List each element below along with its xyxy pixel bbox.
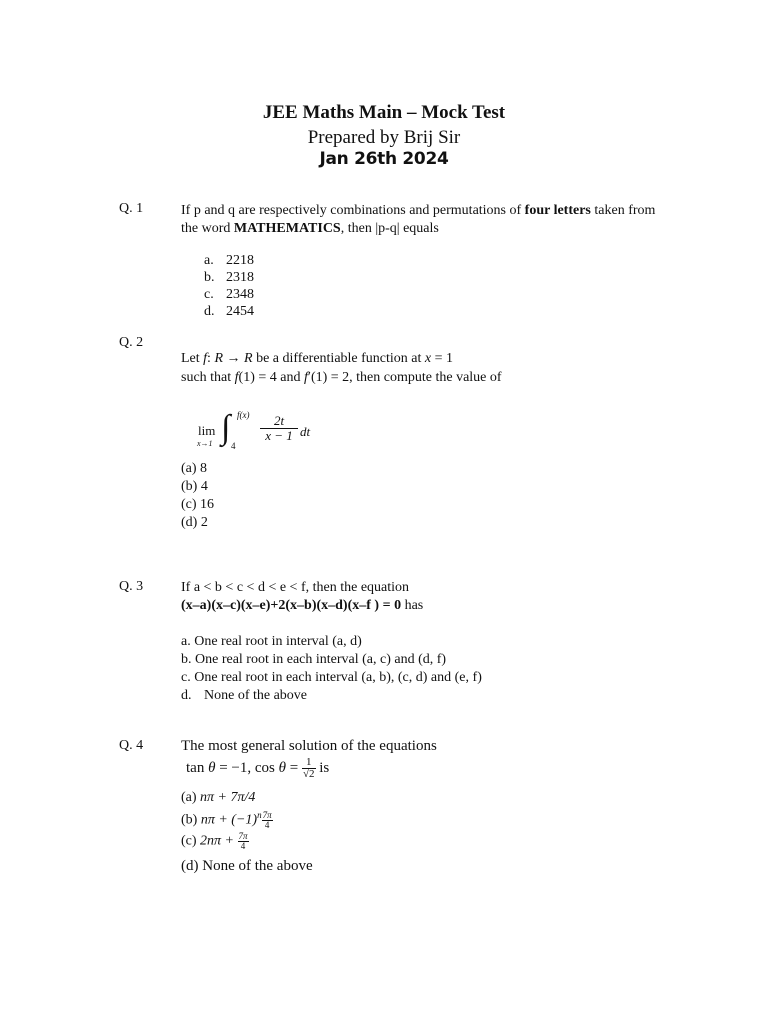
question-3-number: Q. 3: [119, 579, 144, 594]
question-4-option-d: (d) None of the above: [181, 858, 313, 874]
question-1-emphasis: four letters: [524, 203, 591, 218]
question-3-options: [181, 633, 482, 705]
integral-upper-limit: f(x): [237, 410, 250, 420]
document-author: Prepared by Brij Sir: [307, 127, 461, 148]
integrand-fraction: [260, 414, 298, 443]
question-3-option-d: d. None of the above: [181, 688, 308, 703]
question-1-options: [204, 252, 254, 320]
question-2-option-a: (a) 8: [181, 461, 208, 476]
question-3-option-a: a. One real root in interval (a, d): [181, 634, 362, 649]
integrand-denominator: x − 1: [265, 428, 293, 443]
question-3-equation: (x–a)(x–c)(x–e)+2(x–b)(x–d)(x–f ) = 0: [181, 598, 402, 613]
question-3-option-b: b. One real root in each interval (a, c) and (d, f): [181, 652, 447, 667]
question-2-option-d: (d) 2: [181, 515, 208, 530]
integrand-numerator: 2t: [260, 414, 298, 429]
question-1-option-c: c. 2348: [204, 287, 254, 302]
question-1-text: [181, 202, 741, 238]
integral-sign: ∫: [221, 409, 231, 446]
question-4-equation: tan θ = −1, cos θ = $\frac{1}{√2}$ is: [186, 756, 330, 780]
question-1-line-2: the word MATHEMATICS, then |p-q| equals: [181, 221, 439, 236]
question-4-option-c: (c) 2nπ + $\frac{7\pi}{4}$: [181, 831, 248, 851]
question-2-option-b: (b) 4: [181, 479, 208, 494]
document-date: Jan 26th 2024: [319, 149, 449, 169]
question-4-option-a: (a) nπ + 7π/4: [181, 790, 256, 805]
limit-integral-expression: [196, 406, 346, 456]
question-2-number: Q. 2: [119, 335, 144, 350]
question-4-number: Q. 4: [119, 738, 144, 753]
limit-symbol: lim: [198, 423, 216, 438]
question-2-text: [181, 350, 701, 387]
question-1-word: MATHEMATICS: [233, 221, 341, 236]
question-1-number: Q. 1: [119, 201, 144, 216]
question-1-option-a: a. 2218: [204, 253, 254, 268]
question-4-text: The most general solution of the equations: [181, 738, 437, 754]
limit-subscript: x→1: [197, 439, 213, 448]
question-4-option-b: (b) $n\pi + (-1)^n$ $\frac{7\pi}{4}$: [181, 809, 272, 830]
question-3-equation-line: (x–a)(x–c)(x–e)+2(x–b)(x–d)(x–f ) = 0 has: [181, 598, 424, 613]
question-3-option-c: c. One real root in each interval (a, b), (c, d) and (e, f): [181, 670, 482, 685]
question-2-line-2: such that f(1) = 4 and f′(1) = 2, then compute the value of: [181, 370, 502, 385]
question-1-option-b: b. 2318: [204, 270, 254, 285]
question-3-text: [181, 579, 701, 615]
question-3-line-1: If a < b < c < d < e < f, then the equation: [181, 580, 410, 595]
question-2-line-1: Let f: R → R be a differentiable function at x = 1: [181, 351, 454, 366]
question-1-line-1: If p and q are respectively combinations and permutations of four letters taken from: [181, 203, 656, 218]
one-over-root-two: $\frac{1}{√2}$: [302, 756, 315, 780]
integral-lower-limit: 4: [231, 441, 236, 451]
integral-differential: dt: [300, 424, 311, 439]
document-title: JEE Maths Main – Mock Test: [262, 102, 506, 123]
question-1-option-d: d. 2454: [204, 304, 254, 319]
question-2-options: [181, 460, 214, 532]
question-2-option-c: (c) 16: [181, 497, 215, 512]
